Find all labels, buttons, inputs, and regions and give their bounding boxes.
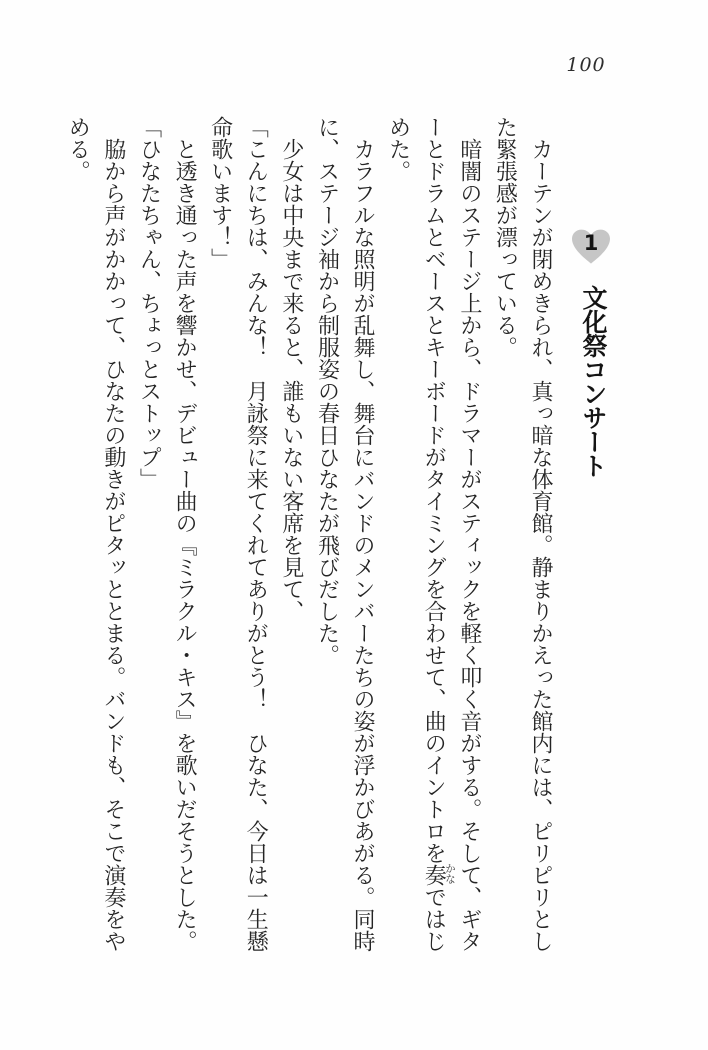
body-text	[60, 116, 558, 956]
text-column: に、ステージ袖から制服姿の春日ひなたが飛びだした。	[314, 116, 340, 666]
text-column: めた。	[385, 116, 411, 182]
text-column: 「ひなたちゃん、ちょっとストップ」	[136, 116, 162, 490]
chapter-title: 文化祭コンサート	[579, 285, 608, 477]
text-column: カラフルな照明が乱舞し、舞台にバンドのメンバーたちの姿が浮かびあがる。同時	[350, 138, 376, 952]
text-column: める。	[65, 116, 91, 182]
text-column: と透き通った声を響かせ、デビュー曲の『ミラクル・キス』を歌いだそうとした。	[172, 138, 198, 952]
text-column: 少女は中央まで来ると、誰もいない客席を見て、	[278, 138, 304, 622]
chapter-number: 1	[583, 231, 599, 255]
text-column: 命歌います！」	[207, 116, 233, 270]
text-column: カーテンが閉めきられ、真っ暗な体育館。静まりかえった館内には、ピリピリとし	[528, 138, 553, 952]
text-column: た緊張感が漂っている。	[492, 116, 518, 358]
text-column: 暗闇のステージ上から、ドラマーがスティックを軽く叩く音がする。そして、ギタ	[456, 138, 482, 952]
page-number: 100	[566, 54, 606, 76]
chapter-badge	[572, 226, 610, 268]
text-column: 「こんにちは、みんな！ 月詠祭に来てくれてありがとう！ ひなた、今日は一生懸	[243, 116, 269, 952]
text-column: 脇から声がかかって、ひなたの動きがピタッととまる。バンドも、そこで演奏をや	[100, 138, 126, 952]
furigana-kana: かな	[444, 863, 456, 884]
text-column: ーとドラムとベースとキーボードがタイミングを合わせて、曲のイントロを奏ではじ	[421, 116, 447, 952]
